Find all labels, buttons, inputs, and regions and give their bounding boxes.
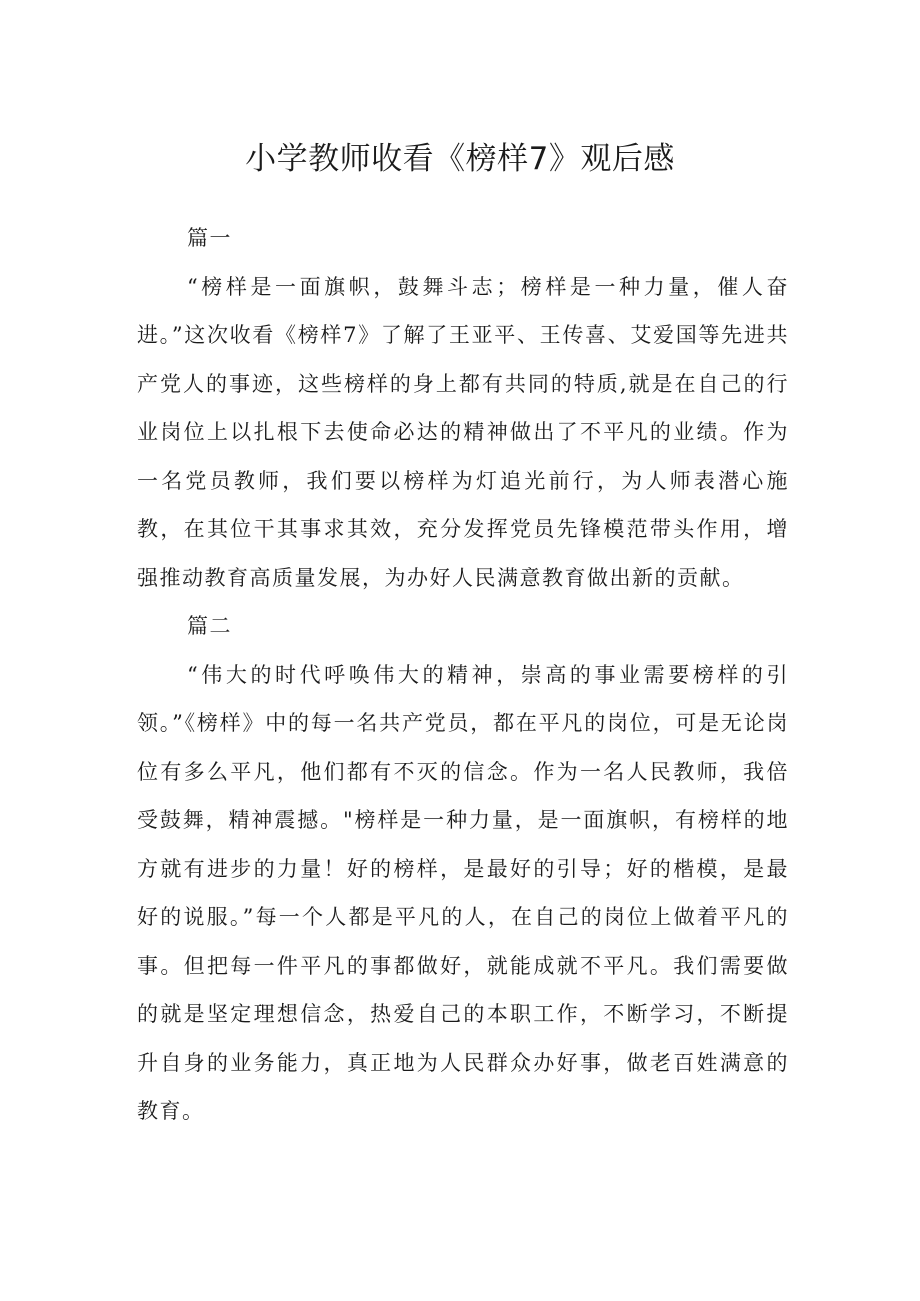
section-paragraph-2: “伟大的时代呼唤伟大的精神，崇高的事业需要榜样的引领。”《榜样》中的每一名共产党员，都在平凡的岗位，可是无论岗位有多么平凡，他们都有不灭的信念。作为一名人民教师，我倍受鼓舞，精神震撼。"榜样是一种力量，是一面旗帜，有榜样的地方就有进步的力量！好的榜样，是最好的引导；好的楷模，是最好的说服。”每一个人都是平凡的人，在自己的岗位上做着平凡的事。但把每一件平凡的事都做好，就能成就不平凡。我们需要做的就是坚定理想信念，热爱自己的本职工作，不断学习，不断提升自身的业务能力，真正地为人民群众办好事，做老百姓满意的教育。 [137, 662, 789, 1123]
section-heading-1: 篇一 [187, 226, 232, 250]
section-heading-2: 篇二 [187, 614, 232, 638]
document-body [137, 214, 789, 1136]
section-paragraph-1: “榜样是一面旗帜，鼓舞斗志；榜样是一种力量，催人奋进。”这次收看《榜样7》了解了王亚平、王传喜、艾爱国等先进共产党人的事迹，这些榜样的身上都有共同的特质,就是在自己的行业岗位上以扎根下去使命必达的精神做出了不平凡的业绩。作为一名党员教师，我们要以榜样为灯追光前行，为人师表潜心施教，在其位干其事求其效，充分发挥党员先锋模范带头作用，增强推动教育高质量发展，为办好人民满意教育做出新的贡献。 [137, 274, 789, 590]
document-title: 小学教师收看《榜样7》观后感 [245, 141, 675, 177]
